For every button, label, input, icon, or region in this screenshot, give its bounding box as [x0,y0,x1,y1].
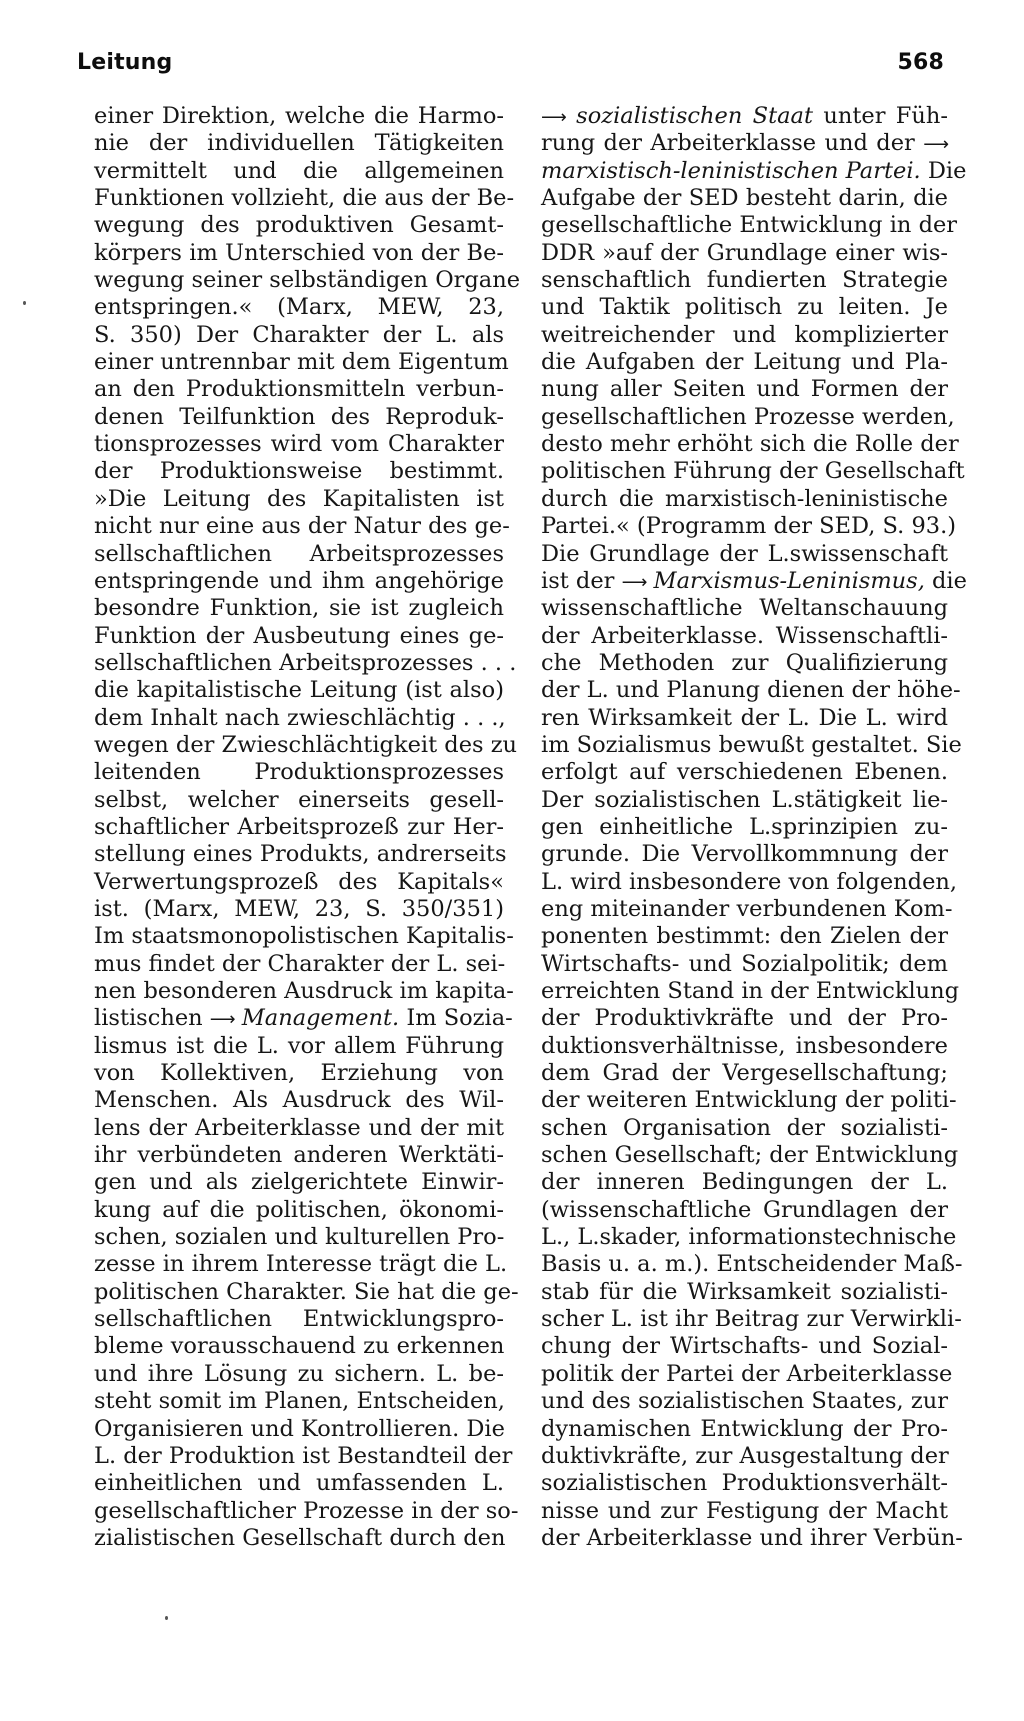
text-line: nicht nur eine aus der Natur des ge- [94,513,510,540]
text-line: schen Gesellschaft; der Entwicklung [541,1142,959,1169]
text-line: Partei.« (Programm der SED, S. 93.) [541,513,957,540]
text-line: duktivkräfte, zur Ausgestaltung der [541,1442,949,1469]
text-line: bleme vorausschauend zu erkennen [94,1333,505,1360]
text-line: einer Direktion, welche die Harmo- [94,103,504,129]
text-line: schen Organisation der sozialisti- [541,1114,948,1141]
page-number: 568 [897,50,944,75]
text-line: Die Grundlage der L.swissenschaft [541,540,948,567]
text-line-with-reference [541,130,948,157]
text-line: wissenschaftliche Weltanschauung [541,595,948,622]
cross-reference-term: sozialistischen Staat [576,103,814,129]
cross-reference-arrow-icon: ⟶ [923,134,948,156]
scan-speck [23,301,26,305]
text-line: schaftlicher Arbeitsprozeß zur Her- [94,813,504,840]
text-line: (wissenschaftliche Grundlagen der [541,1196,948,1223]
text-line: vermittelt und die allgemeinen [94,157,504,184]
text-line: und ihre Lösung zu sichern. L. be- [94,1360,504,1387]
text-line: einheitlichen und umfassenden L. [94,1470,504,1497]
text-line: Funktionen vollzieht, die aus der Be- [94,185,515,212]
text-line: durch die marxistisch-leninistische [541,485,948,512]
text-line: chung der Wirtschafts- und Sozial- [541,1333,948,1360]
text-line: erreichten Stand in der Entwicklung [541,978,960,1004]
cross-reference-arrow-icon: ⟶ [621,571,647,593]
scan-speck [165,1616,168,1620]
text-line: weitreichender und komplizierter [541,321,948,348]
text-line: die kapitalistische Leitung (ist also) [94,677,504,704]
text-line: ren Wirksamkeit der L. Die L. wird [541,704,948,731]
text-line: ist. (Marx, MEW, 23, S. 350/351) [94,895,504,922]
text-line-with-reference [541,567,967,595]
text-line: sozialistischen Produktionsverhält- [541,1470,948,1497]
text-line: tionsprozesses wird vom Charakter [94,431,504,458]
cross-reference-term: marxistisch-leninistischen Partei. [541,157,921,184]
text-line: entspringen.« (Marx, MEW, 23, [94,294,504,321]
text-line: Wirtschafts- und Sozialpolitik; dem [541,950,948,977]
cross-reference-arrow-icon: ⟶ [541,107,566,128]
text-line: kung auf die politischen, ökonomi- [94,1196,504,1223]
text-line: die Aufgaben der Leitung und Pla- [541,349,948,376]
text-line: einer untrennbar mit dem Eigentum [94,349,509,376]
text-line: der L. und Planung dienen der höhe- [541,677,961,704]
text-line: wegung seiner selbständigen Organe [94,267,521,294]
text-line: Aufgabe der SED besteht darin, die [541,185,948,212]
text-line: Verwertungsprozeß des Kapitals« [94,868,504,895]
text-line: Der sozialistischen L.stätigkeit lie- [541,786,948,813]
text-line: der Produktionsweise bestimmt. [94,458,504,485]
text-line: wegen der Zwieschlächtigkeit des zu [94,731,518,758]
right-text-column [541,103,967,1552]
text-line: Organisieren und Kontrollieren. Die [94,1415,505,1442]
left-text-column [94,103,521,1552]
cross-reference-term: Marxismus-Leninismus, [653,567,925,594]
text-segment: Im Sozia- [399,1005,513,1032]
text-line: sellschaftlichen Entwicklungspro- [94,1306,504,1333]
text-line: denen Teilfunktion des Reproduk- [94,403,504,430]
text-line: dynamischen Entwicklung der Pro- [541,1415,948,1442]
text-line: gesellschaftlichen Prozesse werden, [541,403,955,430]
text-line: politischen Führung der Gesellschaft [541,458,965,485]
text-line: che Methoden zur Qualifizierung [541,649,948,676]
text-line: sellschaftlichen Arbeitsprozesses [94,540,504,567]
text-line: S. 350) Der Charakter der L. als [94,321,504,348]
text-line: lismus ist die L. vor allem Führung [94,1032,504,1059]
text-line: leitenden Produktionsprozesses [94,759,504,786]
text-line: desto mehr erhöht sich die Rolle der [541,431,959,458]
text-line: L., L.skader, informationstechnische [541,1224,957,1251]
text-segment: unter Füh- [813,103,948,129]
text-line: körpers im Unterschied von der Be- [94,239,504,266]
text-line: wegung des produktiven Gesamt- [94,212,504,239]
text-line: grunde. Die Vervollkommnung der [541,841,948,868]
text-line: der inneren Bedingungen der L. [541,1169,948,1196]
text-line: steht somit im Planen, Entscheiden, [94,1388,505,1415]
text-line-with-reference [541,157,967,185]
text-line: Im staatsmonopolistischen Kapitalis- [94,923,514,950]
text-segment: rung der Arbeiterklasse und der [541,130,924,157]
text-line: an den Produktionsmitteln verbun- [94,376,504,403]
text-line: sellschaftlichen Arbeitsprozesses . . . [94,649,517,676]
text-line: dem Inhalt nach zwieschlächtig . . ., [94,704,506,731]
text-line: stellung eines Produkts, andrerseits [94,841,507,868]
text-line: politik der Partei der Arbeiterklasse [541,1360,953,1387]
text-line: erfolgt auf verschiedenen Ebenen. [541,759,948,786]
text-line: gen einheitliche L.sprinzipien zu- [541,813,948,840]
text-line: gen und als zielgerichtete Einwir- [94,1169,504,1196]
text-line: zialistischen Gesellschaft durch den [94,1524,506,1551]
text-line: nung aller Seiten und Formen der [541,376,948,403]
text-line: DDR »auf der Grundlage einer wis- [541,239,948,266]
text-line: nisse und zur Festigung der Macht [541,1497,948,1524]
text-line: ihr verbündeten anderen Werktäti- [94,1142,504,1169]
text-line: duktionsverhältnisse, insbesondere [541,1032,948,1059]
text-line: gesellschaftlicher Prozesse in der so- [94,1497,519,1524]
text-line: der weiteren Entwicklung der politi- [541,1087,957,1114]
text-line: »Die Leitung des Kapitalisten ist [94,485,504,512]
text-line: im Sozialismus bewußt gestaltet. Sie [541,731,962,758]
text-line: der Arbeiterklasse. Wissenschaftli- [541,622,948,649]
text-line: zesse in ihrem Interesse trägt die L. [94,1251,508,1278]
text-line: von Kollektiven, Erziehung von [94,1060,504,1087]
text-line: entspringende und ihm angehörige [94,567,504,594]
text-line: nen besonderen Ausdruck im kapita- [94,978,514,1004]
text-line: dem Grad der Vergesellschaftung; [541,1060,948,1087]
text-line: L. wird insbesondere von folgenden, [541,868,958,895]
text-line: der Arbeiterklasse und ihrer Verbün- [541,1524,963,1551]
text-segment: ist der [541,567,622,594]
text-line: Funktion der Ausbeutung eines ge- [94,622,504,649]
text-line: Menschen. Als Ausdruck des Wil- [94,1087,504,1114]
text-line: lens der Arbeiterklasse und der mit [94,1114,504,1141]
text-line: senschaftlich fundierten Strategie [541,267,948,294]
cross-reference-term: Management. [241,1005,400,1032]
text-line: eng miteinander verbundenen Kom- [541,895,953,922]
text-line: Basis u. a. m.). Entscheidender Maß- [541,1251,963,1278]
text-segment: Die [920,157,967,184]
text-line: der Produktivkräfte und der Pro- [541,1005,948,1032]
text-line: stab für die Wirksamkeit sozialisti- [541,1278,948,1305]
text-line: schen, sozialen und kulturellen Pro- [94,1224,505,1251]
text-segment: die [924,567,967,594]
text-line: und Taktik politisch zu leiten. Je [541,294,948,321]
text-line: besondre Funktion, sie ist zugleich [94,595,504,622]
text-line-with-reference [541,103,948,130]
text-segment: listischen [94,1005,210,1032]
text-line: scher L. ist ihr Beitrag zur Verwirkli- [541,1306,962,1333]
text-line: L. der Produktion ist Bestandteil der [94,1442,513,1469]
text-line: selbst, welcher einerseits gesell- [94,786,504,813]
text-line: gesellschaftliche Entwicklung in der [541,212,958,239]
text-line: mus findet der Charakter der L. sei- [94,950,506,977]
text-line: ponenten bestimmt: den Zielen der [541,923,948,950]
running-head-keyword: Leitung [77,50,173,75]
text-line: politischen Charakter. Sie hat die ge- [94,1278,519,1305]
text-line: und des sozialistischen Staates, zur [541,1388,948,1415]
text-line-with-reference [94,1005,513,1032]
cross-reference-arrow-icon: ⟶ [209,1009,235,1031]
text-line: nie der individuellen Tätigkeiten [94,130,504,157]
